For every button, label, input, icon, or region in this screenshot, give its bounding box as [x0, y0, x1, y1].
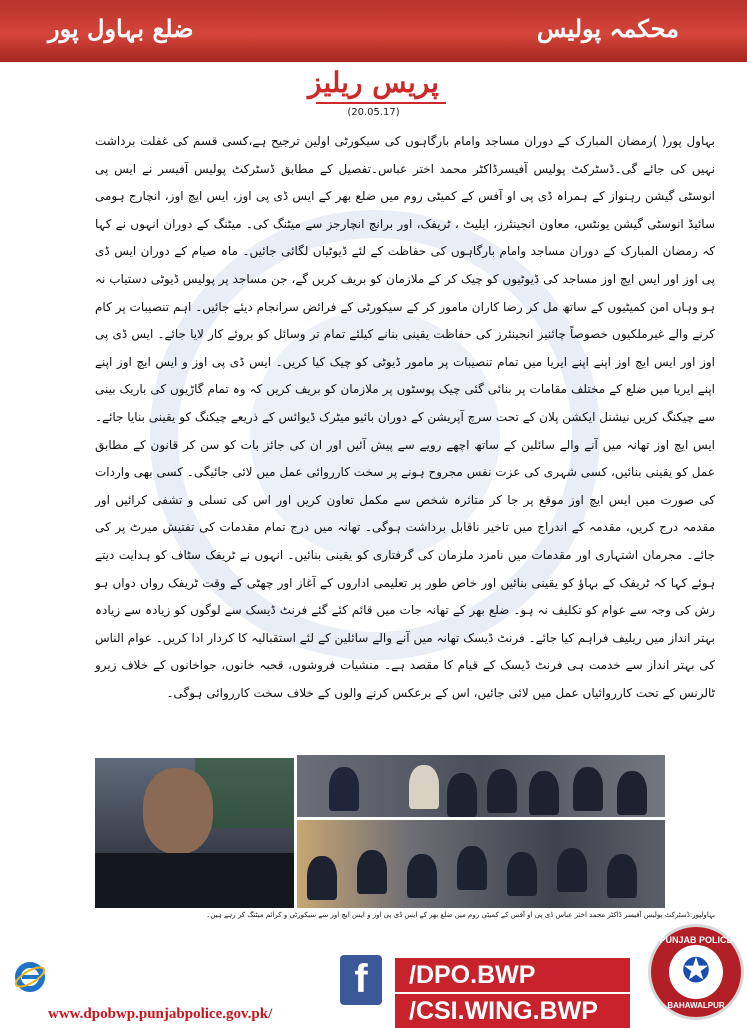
officer-figure: [529, 771, 559, 815]
officer-figure: [617, 771, 647, 815]
punjab-police-logo: [648, 924, 744, 1020]
press-release-heading: پریس ریلیز: [308, 66, 439, 99]
portrait-uniform: [95, 853, 294, 908]
dpo-portrait-photo: [95, 758, 294, 908]
facebook-letter: f: [354, 957, 368, 1001]
heading-underline: [316, 102, 446, 104]
officer-figure: [409, 765, 439, 809]
officer-figure: [573, 767, 603, 811]
department-title: محکمہ پولیس: [536, 14, 679, 43]
facebook-page-dpo[interactable]: /DPO.BWP: [395, 958, 630, 992]
officer-figure: [557, 848, 587, 892]
officer-figure: [447, 773, 477, 817]
facebook-page-csi[interactable]: /CSI.WING.BWP: [395, 994, 630, 1028]
officer-figure: [307, 856, 337, 900]
officer-figure: [329, 767, 359, 811]
logo-top-text: PUNJAB POLICE: [659, 935, 733, 945]
meeting-photo-bottom: [297, 820, 665, 908]
facebook-icon[interactable]: [340, 955, 382, 1005]
officer-figure: [357, 850, 387, 894]
officer-figure: [607, 854, 637, 898]
star-icon: ✪: [681, 951, 711, 991]
logo-bottom-text: BAHAWALPUR: [667, 1001, 725, 1010]
website-link[interactable]: www.dpobwp.punjabpolice.gov.pk/: [48, 1006, 273, 1022]
officer-figure: [457, 846, 487, 890]
district-title: ضلع بہاول پور: [48, 14, 194, 43]
release-date: (20.05.17): [347, 107, 400, 118]
header-band: [0, 0, 747, 62]
photo-caption: بہاولپور:ڈسٹرکٹ پولیس آفیسر ڈاکٹر محمد اختر عباس ڈی پی او آفس کے کمیٹی روم میں ضلع بھر کے ایس ڈی پی اوز و ایس ایچ اوز سے سیکورٹی و کرائم میٹنگ کر رہے ہیں۔: [95, 908, 715, 922]
officer-figure: [507, 852, 537, 896]
portrait-face: [143, 768, 213, 854]
web-browser-icon: [14, 957, 46, 995]
officer-figure: [487, 769, 517, 813]
meeting-photo-top: [297, 755, 665, 817]
officer-figure: [407, 854, 437, 898]
press-release-body: بہاول پور( )رمضان المبارک کے دوران مساجد وامام بارگاہوں کی سیکورٹی اولین ترجیح ہے،کسی قسم کی غفلت برداشت نہیں کی جائے گی۔ڈسٹرکٹ پولیس آفیسرڈاکٹر محمد اختر عباس۔تفصیل کے مطابق ڈسٹرکٹ پولیس آفیسر نے ایس پی انوسٹی گیشن رہنواز کے ہمراہ ڈی پی او آفس کے کمیٹی روم میں ضلع بھر کے ایس ڈی پی اوز، ایس ایچ اوز، انچارج ہومی سائیڈ انوسٹی گیشن یونٹس، معاون انجینئرز، ایلیٹ ، ٹریفک، اور برانچ انچارجز سے میٹنگ کی۔ میٹنگ کے دوران انہوں نے کہا کہ رمضان المبارک کے دوران مساجد وامام بارگاہوں کی حفاظت کے لئے ڈیوٹیاں لگائی جائیں۔ ماہ صیام کے دوران ایس ڈی پی اوز اور ایس ایچ اوز مساجد کی ڈیوٹیوں کو چیک کر کے ملازمان کو بریف کریں گے، جن مساجد پر پولیس ڈیوٹی دستیاب نہ ہو وہاں امن کمیٹیوں کے ساتھ مل کر رضا کاران مامور کر کے سیکورٹی کے فرائض سرانجام دیئے جائیں۔ اہم تنصیبات پر کام کرنے والے غیرملکیوں خصوصاً چائنیز انجینئرز کی حفاظت یقینی بنانے کیلئے تمام تر وسائل کو بروئے کار لایا جائے۔ ایس ڈی پی اوز اور ایس ایچ اوز اپنے اپنے ایریا میں تمام تنصیبات پر مامور ڈیوٹی کو چیک کیا کریں۔ ایس ڈی پی اوز و ایس ایچ اوز اپنے اپنے ایریا میں ضلع کے مختلف مقامات پر بنائی گئی چیک پوسٹوں پر ملازمان کو بریف کریں کہ وہ تمام گاڑیوں کی باریک بینی سے چیکنگ کریں نیشنل ایکشن پلان کے تحت سرچ آپریشن کے دوران بائیو میٹرک ڈیوائس کے ذریعے چیکنگ کو یقینی بنایا جائے۔ ایس ایچ اوز تھانہ میں آنے والے سائلین کے ساتھ اچھے رویے سے پیش آئیں اور ان کی جائز بات کو سن کر قانون کے مطابق عمل کو یقینی بنائیں، کسی شہری کی عزت نفس مجروح ہونے پر سخت کارروائی عمل میں لائی جائیگی۔ کسی بھی واردات کی صورت میں ایس ایچ اوز موقع پر جا کر متاثرہ شخص سے مکمل تعاون کریں اور اس کی تسلی و تشفی کرائیں اور مقدمہ درج کریں، مقدمہ کے اندراج میں تاخیر ناقابل برداشت ہوگی۔ تھانہ میں درج تمام مقدمات کی تفتیش میرٹ پر کی جائے۔ مجرمان اشتہاری اور مقدمات میں نامزد ملزمان کی گرفتاری کو یقینی بنائیں۔ انہوں نے ٹریفک سٹاف کو ہدایت دیتے ہوئے کہا کہ ٹریفک کے بہاؤ کو یقینی بنائیں اور خاص طور پر تعلیمی اداروں کے آغاز اور چھٹی کے وقت ٹریفک رواں دواں ہو رش کی وجہ سے عوام کو تکلیف نہ ہو۔ ضلع بھر کے تھانہ جات میں قائم کئے گئے فرنٹ ڈیسک سے لوگوں کو زیادہ سے زیادہ بہتر انداز میں ریلیف فراہم کیا جائے۔ فرنٹ ڈیسک تھانہ میں آنے والے سائلین کے لئے استقبالیہ کا کردار ادا کریں۔ عوام الناس کی بہتر انداز سے خدمت ہی فرنٹ ڈیسک کے قیام کا مقصد ہے۔ منشیات فروشوں، قحبہ خانوں، جواخانوں کے خلاف زیرو ٹالرنس کے تحت کارروائیاں عمل میں لائی جائیں، اس کے برعکس کرنے والوں کے خلاف سخت کارروائی ہوگی۔: [95, 134, 715, 700]
